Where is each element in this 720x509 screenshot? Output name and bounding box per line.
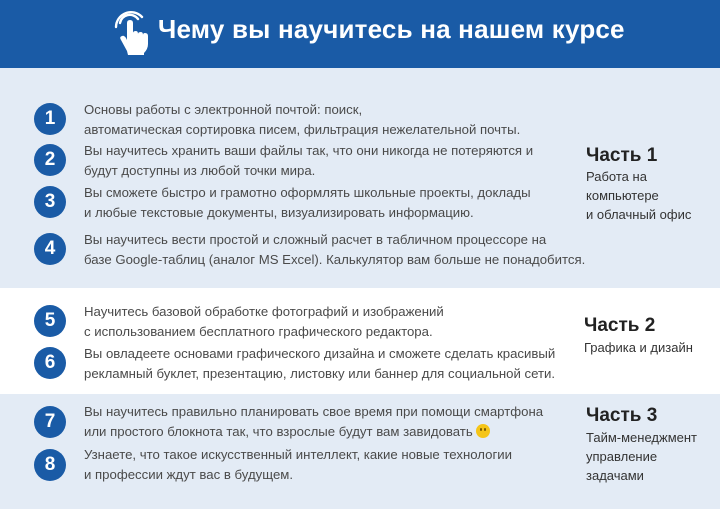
- number-badge: 5: [34, 305, 66, 337]
- item-text: Вы овладеете основами графического дизайна и сможете сделать красивый рекламный буклет, презентацию, листовку или баннер для социальной сети.: [84, 346, 556, 381]
- part-2-title: Часть 2: [584, 315, 656, 336]
- part-3-title: Часть 3: [586, 405, 658, 426]
- part-1-title: Часть 1: [586, 145, 658, 166]
- item-text: Вы научитесь вести простой и сложный расчет в табличном процессоре на базе Google-таблиц (аналог MS Excel). Калькулятор вам больше не понадобится.: [84, 232, 586, 267]
- item-text: Основы работы с электронной почтой: поиск, автоматическая сортировка писем, фильтрация нежелательной почты.: [84, 102, 521, 137]
- item-text: Вы сможете быстро и грамотно оформлять школьные проекты, доклады и любые текстовые документы, визуализировать информацию.: [84, 185, 531, 220]
- item-text: Узнаете, что такое искусственный интеллект, какие новые технологии и профессии ждут вас в будущем.: [84, 447, 512, 482]
- item-text: Вы научитесь хранить ваши файлы так, что они никогда не потеряются и будут доступны из любой точки мира.: [84, 143, 534, 178]
- number-badge: 6: [34, 347, 66, 379]
- pointer-hand-icon: [108, 9, 152, 57]
- smiley-icon: [476, 424, 490, 438]
- section-part-1: [0, 68, 720, 288]
- number-badge: 2: [34, 144, 66, 176]
- number-badge: 4: [34, 233, 66, 265]
- part-2-subtitle: Графика и дизайн: [584, 340, 693, 355]
- part-1-subtitle: Работа на компьютере и облачный офис: [586, 169, 692, 222]
- page-title: Чему вы научитесь на нашем курсе: [158, 14, 625, 44]
- number-badge: 1: [34, 103, 66, 135]
- part-3-subtitle: Тайм-менеджмент управление задачами: [586, 430, 697, 483]
- section-part-2: [0, 288, 720, 394]
- number-badge: 3: [34, 186, 66, 218]
- header-banner: [0, 0, 720, 68]
- number-badge: 8: [34, 449, 66, 481]
- item-text: Научитесь базовой обработке фотографий и изображений с использованием бесплатного графического редактора.: [84, 304, 444, 339]
- number-badge: 7: [34, 406, 66, 438]
- section-part-3: [0, 394, 720, 509]
- item-text: Вы научитесь правильно планировать свое время при помощи смартфона или простого блокнота так, что взрослые будут вам завидовать: [84, 404, 544, 439]
